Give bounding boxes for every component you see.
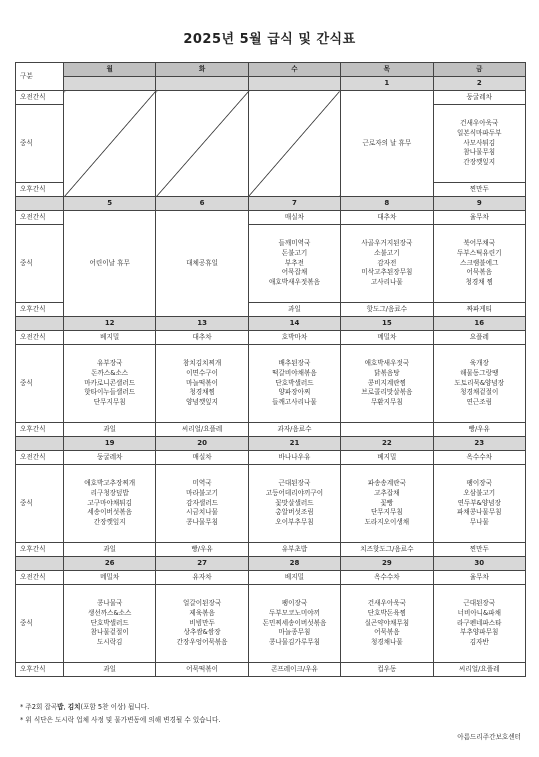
lunch-item: 마라불고기 <box>186 488 219 497</box>
lunch-item: 소불고기 <box>374 248 400 257</box>
lunch-item: 근대된장국 <box>463 598 496 607</box>
lunch-item: 파송송계란국 <box>367 478 406 487</box>
am-snack-cell: 메밀차 <box>64 571 156 585</box>
lunch-row <box>16 465 526 543</box>
lunch-item: 콩나물무침 <box>186 518 219 527</box>
lunch-item: 너비아니&파채 <box>457 608 501 617</box>
am-snack-row <box>16 91 526 105</box>
date-cell <box>156 77 248 91</box>
lunch-item: 팽이장국 <box>281 598 308 607</box>
lunch-item: 팽이장국 <box>466 478 492 487</box>
lunch-cell <box>433 345 525 423</box>
date-cell: 26 <box>64 557 156 571</box>
lunch-item: 고사리나물 <box>370 278 403 287</box>
lunch-item: 어묵잡채 <box>281 268 308 277</box>
lunch-cell <box>341 345 433 423</box>
lunch-item: 두부모코노미야끼 <box>268 608 320 617</box>
lunch-item: 콩나물김가루무침 <box>268 638 320 647</box>
lunch-item: 도시락김 <box>96 638 123 647</box>
pm-snack-label: 오후간식 <box>16 543 64 557</box>
lunch-item: 마카로니콘샐러드 <box>84 378 136 387</box>
am-snack-row <box>16 571 526 585</box>
lunch-item: 참나물겉절이 <box>90 628 129 637</box>
am-snack-cell: 대추차 <box>341 211 433 225</box>
pm-snack-cell: 찐만두 <box>433 183 525 197</box>
date-cell: 16 <box>433 317 525 331</box>
lunch-item: 라구펜네파스타 <box>456 618 502 627</box>
lunch-item: 콩비지계란찜 <box>367 378 406 387</box>
lunch-item: 도토리묵&양념장 <box>454 378 505 387</box>
lunch-cell <box>248 585 340 663</box>
lunch-cell <box>248 465 340 543</box>
pm-snack-cell: 치즈핫도그/음료수 <box>341 543 433 557</box>
lunch-label: 중식 <box>16 465 64 543</box>
date-cell: 7 <box>248 197 340 211</box>
lunch-item: 세송이버섯볶음 <box>87 508 132 517</box>
lunch-item: 꽃맛살샐러드 <box>275 498 314 507</box>
am-snack-row <box>16 211 526 225</box>
lunch-item: 고추잡채 <box>374 488 400 497</box>
am-snack-cell: 호박마차 <box>248 331 340 345</box>
date-cell: 23 <box>433 437 525 451</box>
lunch-item: 떡갈비야채볶음 <box>272 368 317 377</box>
date-cell: 21 <box>248 437 340 451</box>
date-label-cell <box>16 197 64 211</box>
pm-snack-cell: 과일 <box>64 663 156 677</box>
lunch-item: 꽃빵 <box>380 498 394 507</box>
pm-snack-row <box>16 543 526 557</box>
date-cell: 8 <box>341 197 433 211</box>
date-cell: 15 <box>341 317 433 331</box>
lunch-item: 참나물무침 <box>463 148 496 157</box>
lunch-label: 중식 <box>16 585 64 663</box>
lunch-item: 도라지오이생채 <box>364 518 410 527</box>
notes <box>20 701 220 726</box>
day-header-wed: 수 <box>248 63 340 77</box>
lunch-item: 근대된장국 <box>278 478 311 487</box>
pm-snack-cell: 찐만두 <box>433 543 525 557</box>
date-cell: 1 <box>341 77 433 91</box>
lunch-item: 단호박샐러드 <box>275 378 314 387</box>
lunch-item: 시금치나물 <box>186 508 219 517</box>
date-row <box>16 437 526 451</box>
lunch-item: 총알버섯조림 <box>275 508 314 517</box>
lunch-item: 비빔만두 <box>189 618 215 627</box>
lunch-item: 상추쌈&쌈장 <box>183 628 221 637</box>
lunch-item: 애호박새우젓국 <box>364 358 410 367</box>
lunch-item: 고등어데리야끼구이 <box>265 488 324 497</box>
lunch-item: 청경채찜 <box>189 388 215 397</box>
lunch-cell <box>341 465 433 543</box>
date-cell: 20 <box>156 437 248 451</box>
pm-snack-row <box>16 423 526 437</box>
pm-snack-label: 오후간식 <box>16 183 64 197</box>
pm-snack-cell: 핫도그/음료수 <box>341 303 433 317</box>
am-snack-row <box>16 331 526 345</box>
pm-snack-cell: 씨리얼/요플레 <box>156 423 248 437</box>
lunch-label: 중식 <box>16 105 64 183</box>
pm-snack-cell: 빵/우유 <box>433 423 525 437</box>
am-snack-cell: 율무차 <box>433 571 525 585</box>
lunch-label: 중식 <box>16 345 64 423</box>
lunch-item: 건새우아욱국 <box>460 118 499 127</box>
date-cell: 27 <box>156 557 248 571</box>
holiday-cell: 어린이날 휴무 <box>64 211 156 317</box>
lunch-cell <box>341 225 433 303</box>
lunch-item: 실곤약야채무침 <box>364 618 410 627</box>
lunch-item: 일본식마파두부 <box>456 128 502 137</box>
am-snack-cell: 매실차 <box>156 451 248 465</box>
lunch-item: 생선까스&소스 <box>88 608 132 617</box>
lunch-item: 애호박새우젓볶음 <box>268 278 320 287</box>
lunch-cell <box>64 345 156 423</box>
lunch-item: 사골우거지된장국 <box>361 238 413 247</box>
lunch-item: 청경채나물 <box>370 638 403 647</box>
am-snack-cell: 요플레 <box>433 331 525 345</box>
date-cell: 29 <box>341 557 433 571</box>
am-snack-cell: 메밀차 <box>341 331 433 345</box>
date-label-cell <box>16 437 64 451</box>
lunch-item: 육개장 <box>469 358 489 367</box>
lunch-item: 간장깻잎지 <box>463 158 496 167</box>
pm-snack-cell: 빵/우유 <box>156 543 248 557</box>
am-snack-label: 오전간식 <box>16 211 64 225</box>
holiday-cell: 근로자의 날 휴무 <box>341 91 433 197</box>
day-header-tue: 화 <box>156 63 248 77</box>
lunch-item: 리구청장덮밥 <box>90 488 129 497</box>
lunch-item: 마늘떡볶이 <box>186 378 219 387</box>
lunch-item: 사모사튀김 <box>463 138 496 147</box>
pm-snack-cell: 과일 <box>248 303 340 317</box>
lunch-item: 양파장아찌 <box>278 388 311 397</box>
date-cell <box>64 77 156 91</box>
day-header-mon: 월 <box>64 63 156 77</box>
lunch-item: 무환지무침 <box>370 398 403 407</box>
lunch-item: 제육볶음 <box>189 608 215 617</box>
date-cell: 28 <box>248 557 340 571</box>
am-snack-cell: 율무차 <box>433 211 525 225</box>
lunch-item: 유부장국 <box>96 358 123 367</box>
lunch-item: 두부스틱유린기 <box>456 248 502 257</box>
organization-name: 아름드리주간보호센터 <box>457 733 521 741</box>
am-snack-label: 오전간식 <box>16 451 64 465</box>
lunch-item: 고구마야채튀김 <box>87 498 132 507</box>
pm-snack-cell: 씨리얼/요플레 <box>433 663 525 677</box>
am-snack-cell: 바나나우유 <box>248 451 340 465</box>
lunch-item: 단무지무침 <box>93 398 126 407</box>
am-snack-cell: 베지밀 <box>248 571 340 585</box>
lunch-item: 미역국 <box>192 478 212 487</box>
pm-snack-label: 오후간식 <box>16 663 64 677</box>
pm-snack-cell <box>341 423 433 437</box>
lunch-item: 오삼불고기 <box>463 488 496 497</box>
lunch-cell <box>433 105 525 183</box>
lunch-item: 애호박고추장찌개 <box>84 478 136 487</box>
lunch-cell <box>156 585 248 663</box>
am-snack-cell: 옥수수차 <box>341 571 433 585</box>
lunch-item: 어묵볶음 <box>466 268 492 277</box>
lunch-item: 브로콜리맛살볶음 <box>361 388 413 397</box>
date-cell: 9 <box>433 197 525 211</box>
lunch-row <box>16 345 526 423</box>
lunch-item: 파채콩나물무침 <box>456 508 502 517</box>
no-service-cell <box>248 91 340 197</box>
am-snack-cell: 유자차 <box>156 571 248 585</box>
holiday-cell: 대체공휴일 <box>156 211 248 317</box>
date-label-cell <box>16 317 64 331</box>
lunch-cell <box>248 225 340 303</box>
pm-snack-cell: 과일 <box>64 423 156 437</box>
no-service-cell <box>156 91 248 197</box>
lunch-item: 청경채 찜 <box>465 278 494 287</box>
lunch-cell <box>433 225 525 303</box>
date-row <box>16 317 526 331</box>
lunch-item: 오이부추무침 <box>275 518 314 527</box>
lunch-item: 연두부&양념장 <box>457 498 501 507</box>
pm-snack-cell: 어묵떡볶이 <box>156 663 248 677</box>
date-cell: 2 <box>433 77 525 91</box>
am-snack-cell: 베지밀 <box>341 451 433 465</box>
lunch-cell <box>64 465 156 543</box>
lunch-item: 참치김치찌개 <box>182 358 222 367</box>
lunch-item: 배추된장국 <box>278 358 311 367</box>
note-line-2: * 위 식단은 도시락 업체 사정 및 물가변동에 의해 변경될 수 있습니다. <box>20 715 221 724</box>
date-cell: 6 <box>156 197 248 211</box>
meal-schedule-table <box>15 62 526 677</box>
lunch-item: 이면수구이 <box>186 368 219 377</box>
lunch-item: 어묵볶음 <box>374 628 400 637</box>
lunch-item: 감자전 <box>377 258 397 267</box>
lunch-item: 단호박샐러드 <box>90 618 129 627</box>
lunch-item: 닭볶음탕 <box>374 368 400 377</box>
day-header-thu: 목 <box>341 63 433 77</box>
lunch-cell <box>248 345 340 423</box>
pm-snack-row <box>16 663 526 677</box>
lunch-item: 얼갈이된장국 <box>182 598 222 607</box>
am-snack-cell: 베지밀 <box>64 331 156 345</box>
pm-snack-label: 오후간식 <box>16 303 64 317</box>
am-snack-cell: 매실차 <box>248 211 340 225</box>
am-snack-cell: 둥굴레차 <box>64 451 156 465</box>
date-row <box>16 197 526 211</box>
lunch-item: 북어무채국 <box>463 238 496 247</box>
lunch-item: 감자샐러드 <box>186 498 219 507</box>
lunch-item: 스크램블에그 <box>460 258 499 267</box>
lunch-item: 핫타이누들샐러드 <box>84 388 136 397</box>
date-row <box>16 77 526 91</box>
lunch-item: 양념깻잎지 <box>186 398 219 407</box>
lunch-item: 들깨미역국 <box>278 238 311 247</box>
lunch-item: 단호박돈육찜 <box>367 608 406 617</box>
date-row <box>16 557 526 571</box>
lunch-item: 콩나물국 <box>96 598 123 607</box>
lunch-item: 건새우아욱국 <box>367 598 406 607</box>
pm-snack-label: 오후간식 <box>16 423 64 437</box>
pm-snack-cell: 과일 <box>64 543 156 557</box>
date-label-cell <box>16 557 64 571</box>
date-cell: 12 <box>64 317 156 331</box>
lunch-item: 단무지무침 <box>370 508 403 517</box>
am-snack-label: 오전간식 <box>16 571 64 585</box>
day-header-fri: 금 <box>433 63 525 77</box>
am-snack-label: 오전간식 <box>16 91 64 105</box>
lunch-cell <box>341 585 433 663</box>
pm-snack-cell: 컵우동 <box>341 663 433 677</box>
header-row <box>16 63 526 77</box>
lunch-cell <box>156 465 248 543</box>
lunch-item: 돈까스&소스 <box>91 368 129 377</box>
am-snack-row <box>16 451 526 465</box>
no-service-cell <box>64 91 156 197</box>
lunch-label: 중식 <box>16 225 64 303</box>
lunch-item: 부추양파무침 <box>460 628 499 637</box>
lunch-cell <box>433 585 525 663</box>
pm-snack-cell: 짜파게티 <box>433 303 525 317</box>
lunch-item: 해물동그랑땡 <box>460 368 499 377</box>
pm-snack-cell: 유부초밥 <box>248 543 340 557</box>
lunch-item: 마늘종무침 <box>278 628 311 637</box>
lunch-item: 돈민찌세송이버섯볶음 <box>262 618 327 627</box>
date-cell <box>248 77 340 91</box>
category-header: 구분 <box>16 63 64 91</box>
lunch-item: 부추전 <box>284 258 305 267</box>
page-title: 2025년 5월 급식 및 간식표 <box>183 32 356 47</box>
lunch-item: 들깨고사리나물 <box>272 398 317 407</box>
date-cell: 30 <box>433 557 525 571</box>
lunch-item: 돈불고기 <box>281 248 308 257</box>
lunch-cell <box>433 465 525 543</box>
lunch-cell <box>64 585 156 663</box>
date-cell: 13 <box>156 317 248 331</box>
am-snack-label: 오전간식 <box>16 331 64 345</box>
lunch-row <box>16 585 526 663</box>
note-line-1: * 주2회 잡곡밥, 김치(포함 5찬 이상) 됩니다. <box>20 703 150 711</box>
pm-snack-cell: 과자/음료수 <box>248 423 340 437</box>
lunch-item: 김자반 <box>469 638 489 647</box>
lunch-item: 간장우엉어묵볶음 <box>176 638 228 647</box>
date-cell: 22 <box>341 437 433 451</box>
am-snack-cell: 둥굴레차 <box>433 91 525 105</box>
lunch-cell <box>156 345 248 423</box>
date-cell: 14 <box>248 317 340 331</box>
lunch-item: 간장깻잎지 <box>93 518 126 527</box>
lunch-item: 연근조림 <box>466 398 492 407</box>
am-snack-cell: 옥수수차 <box>433 451 525 465</box>
lunch-item: 청경채겉절이 <box>460 388 499 397</box>
pm-snack-cell: 콘프레이크/우유 <box>248 663 340 677</box>
date-cell: 5 <box>64 197 156 211</box>
lunch-item: 미삭고추된장무침 <box>361 268 413 277</box>
date-cell: 19 <box>64 437 156 451</box>
lunch-item: 무나물 <box>469 518 489 527</box>
am-snack-cell: 대추차 <box>156 331 248 345</box>
